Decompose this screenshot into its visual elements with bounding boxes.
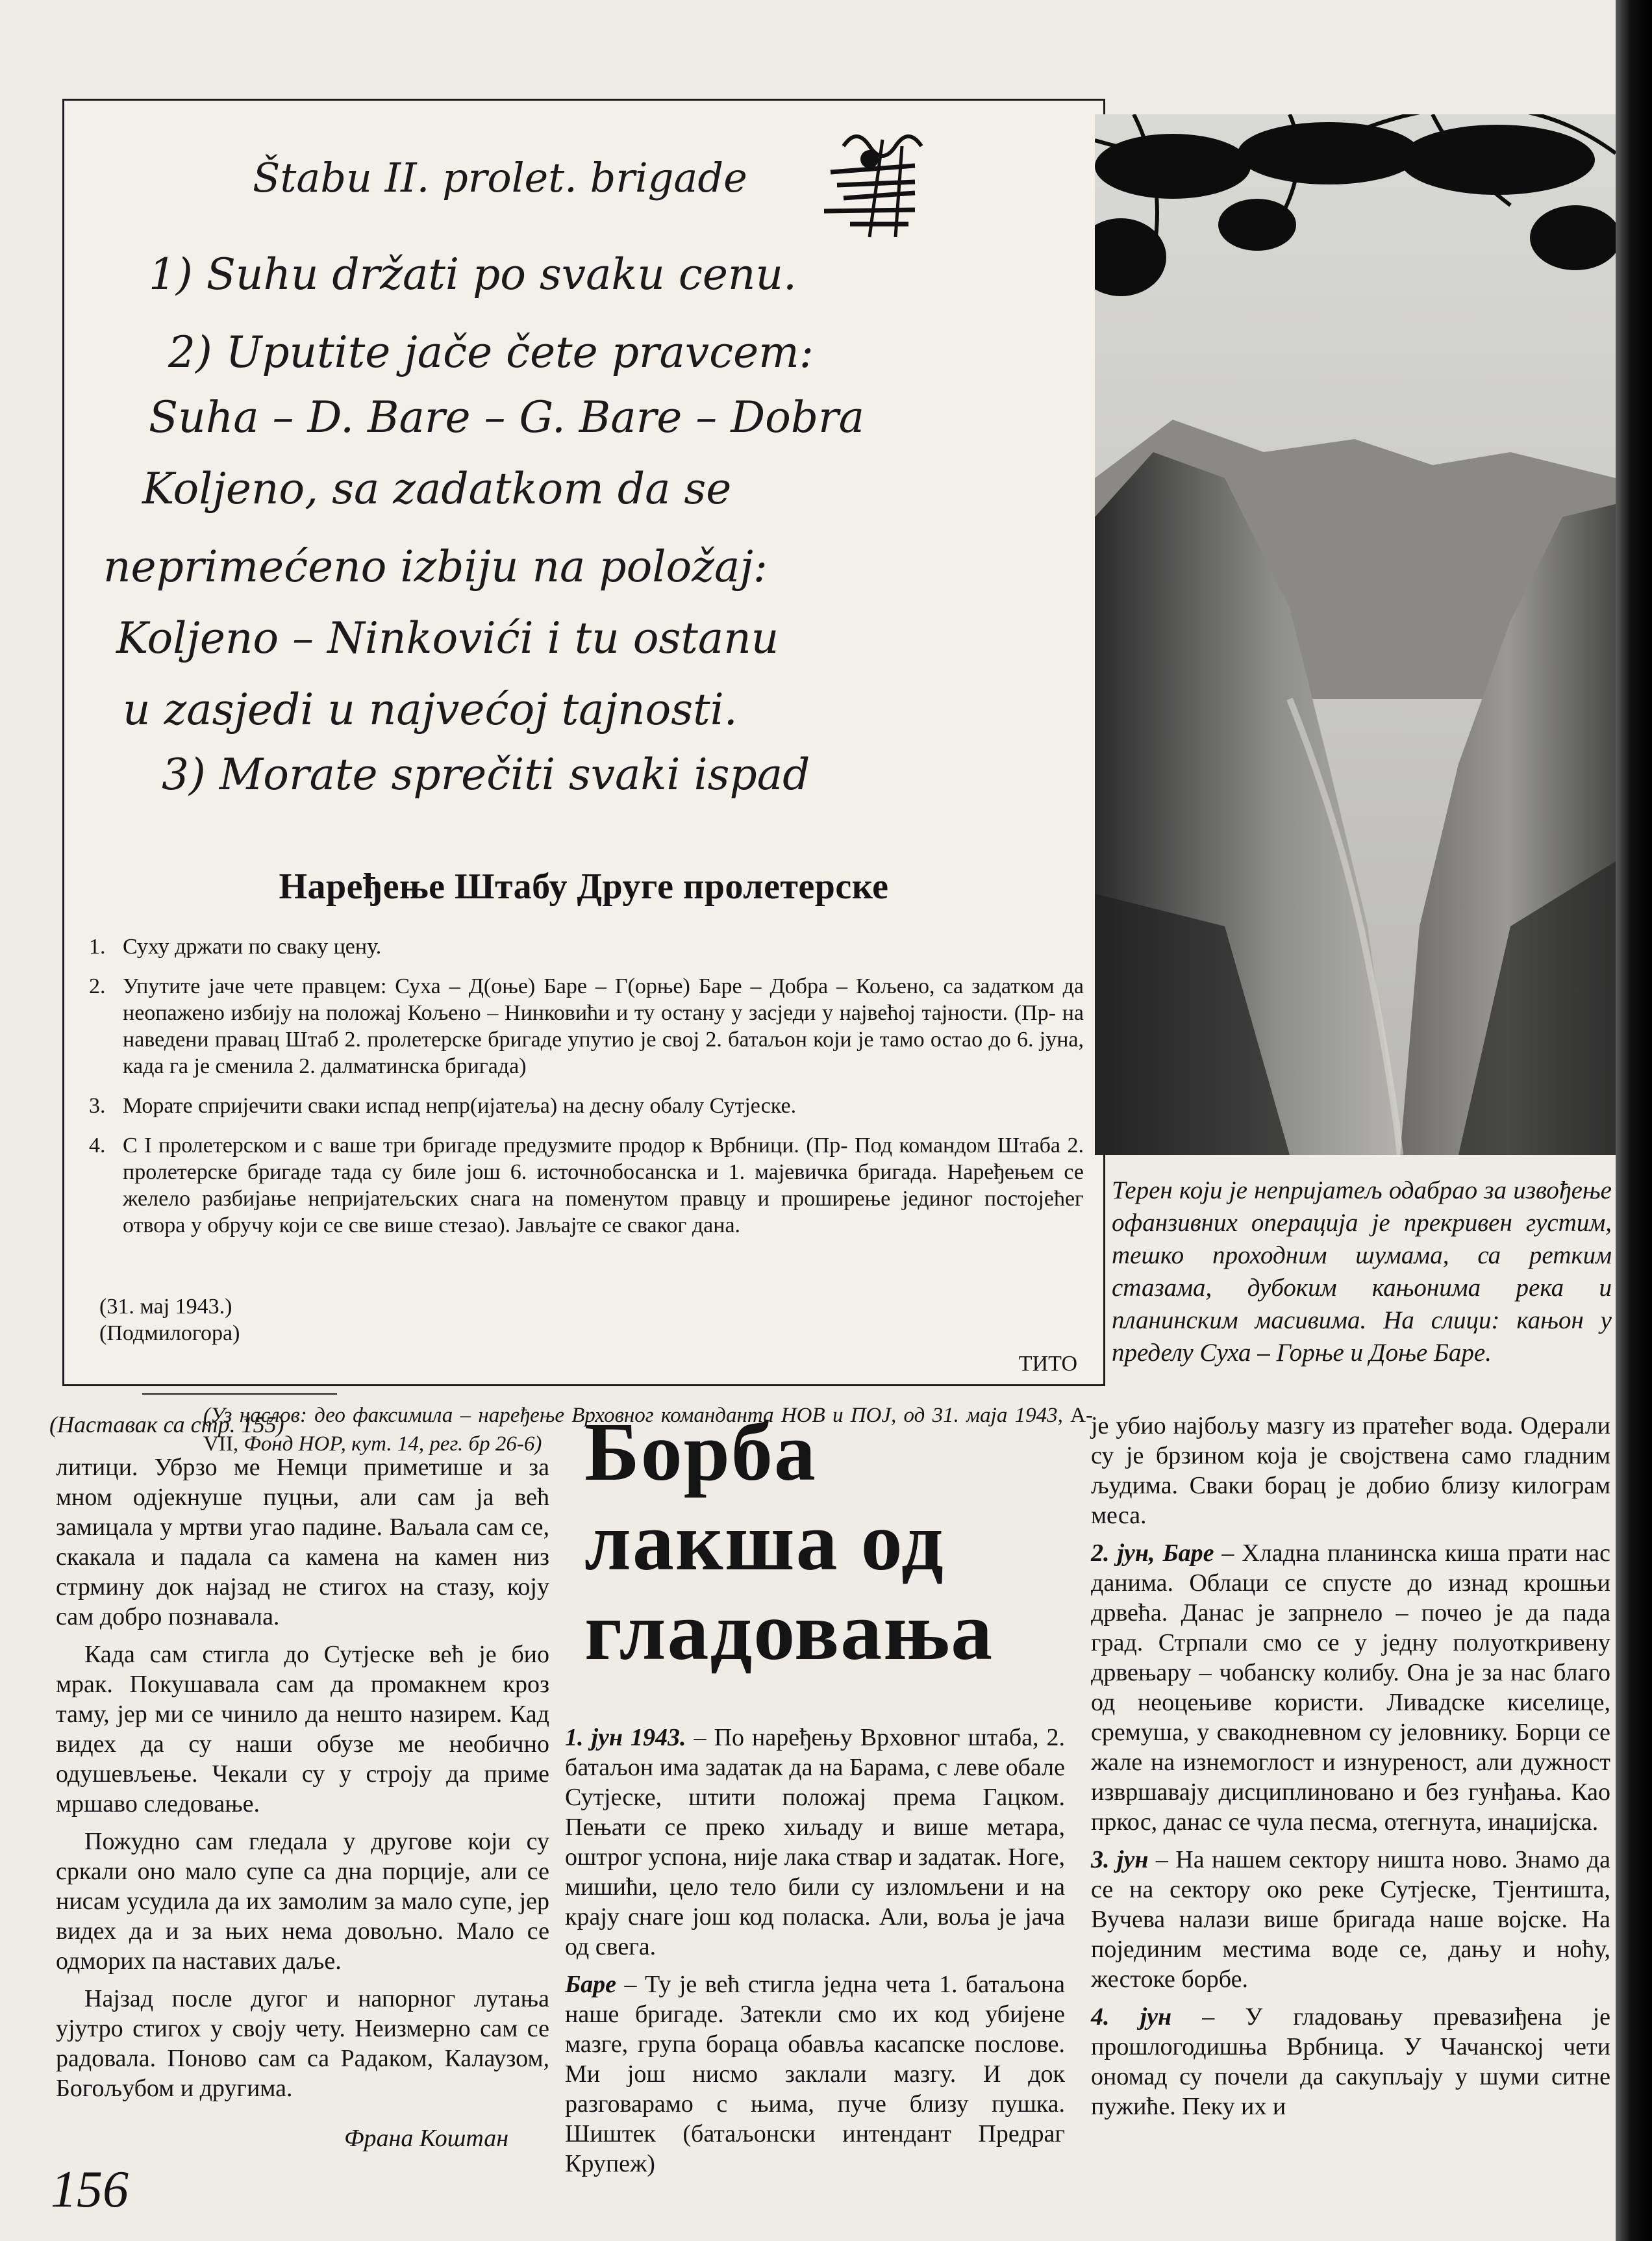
entry-date: Баре: [565, 1971, 617, 1998]
article-headline: [584, 1407, 1078, 1676]
hw-line: Štabu II. prolet. brigade: [253, 154, 747, 201]
footnote-rule: [142, 1393, 337, 1395]
order-num: 3.: [89, 1094, 106, 1118]
entry-text: – По наређењу Врховног штаба, 2. батаљон има задатак да на Барама, с леве обале Сутјеске, штити положај према Гацком. Пењати се преко хиљаду и више метара, оштрог успона, није лака ствар и задатак. Ноге, мишићи, цело тело били су изломљени и на крају снаге још код поласка. Али, воља је јача од свега.: [565, 1724, 1066, 1960]
footnote-text-c: , Фонд НОР, кут. 14, рег. бр 26-6): [232, 1432, 542, 1456]
headline-line: Борба: [584, 1406, 817, 1498]
headline-line: лакша од: [584, 1495, 945, 1588]
paragraph: Када сам стигла до Сутјеске већ је био мрак. Покушавала сам да промакнем кроз таму, јер ми се чинило да нешто назирем. Кад видех да су наши обузе ме необично одушевљење. Чекали су у строју да приме мршаво следовање.: [56, 1641, 549, 1817]
diary-entry: [1091, 2002, 1610, 2121]
paragraph: Најзад после дугог и напорног лутања ујутро стигох у своју чету. Неизмерно сам се радовала. Поново сам са Радаком, Калаузом, Богољубом и другима.: [56, 1985, 549, 2102]
facsimile-title: Наређење Штабу Друге пролетерске: [279, 867, 889, 907]
entry-text: – Ту је већ стигла једна чета 1. батаљона наше бригаде. Затекли смо их код убијене мазге, група бораца обавља касапске послове. Ми још нисмо заклали мазгу. И док разговарамо с њима, пуче близу пушка. Шиштек (батаљонски интендант Предраг Крупеж): [565, 1971, 1065, 2177]
author-name: Франа Коштан: [344, 2125, 509, 2152]
article-column-3: [1091, 1411, 1610, 2129]
diary-entry: [1091, 1411, 1610, 1530]
entry-date: 4. јун: [1091, 2003, 1172, 2031]
headline-line: гладовања: [584, 1585, 994, 1677]
photo-caption: Терен који је непријатељ одабрао за извођење офанзивних операција је прекривен густим, тешко проходним шумама, са ретким стазама, дубоким кањонима река и планинским масивима. На слици: кањон у пределу Суха – Горње и Доње Баре.: [1112, 1176, 1612, 1367]
footnote-text-a: (Уз наслов: део факсимила – наређење Врховног команданта НОВ и ПОЈ, од 31. маја 1943,: [203, 1404, 1071, 1427]
entry-text: – На нашем сектору ништа ново. Знамо да се на сектору око реке Сутјеске, Тјентишта, Вучева налази више бригада наше војске. На појединим местима воде се, дању и ноћу, жестоке борбе.: [1091, 1846, 1610, 1993]
order-num: 4.: [89, 1133, 106, 1158]
order-text: Морате спријечити сваки испад непр(ијатеља) на десну обалу Сутјеске.: [123, 1094, 797, 1118]
footnote-archive: А-VII: [203, 1404, 1093, 1456]
order-date-block: [99, 1293, 240, 1347]
order-text: Упутите јаче чете правцем: Суха – Д(оње) Баре – Г(орње) Баре – Добра – Кољено, са задатком да неопажено избију на положај Кољено – Нинковићи и ту остану у засједи у највећој тајности. (Пр- на наведени правац Штаб 2. пролетерске бригаде упутио је свој 2. батаљон који је тамо остао до 6. јуна, када га је сменила 2. далматинска бригада): [123, 974, 1084, 1078]
continued-note: (Наставак са стр. 155): [49, 1412, 284, 1437]
hw-line: Kolјeno – Ninkovići i tu ostanu: [116, 613, 779, 663]
book-gutter-edge: [1616, 0, 1652, 2241]
order-num: 2.: [89, 974, 106, 998]
order-list: [84, 933, 1084, 1252]
handwritten-facsimile: [64, 101, 1103, 802]
entry-date: 2. јун, Баре: [1091, 1539, 1214, 1567]
order-signature: ТИТО: [1018, 1352, 1077, 1376]
hw-line: Kolјeno, sa zadatkom da se: [142, 464, 732, 514]
entry-date: 3. јун: [1091, 1846, 1149, 1873]
hw-line: neprimećeno izbiju na položaj:: [103, 542, 768, 592]
entry-text: – У гладовању превазиђена је прошлогодишња Врбница. У Чачанској чети ономад су почели да сакупљају у шуми ситне пужиће. Пеку их и: [1091, 2003, 1610, 2120]
canyon-photo: [1095, 114, 1616, 1155]
page-number: 156: [51, 2161, 129, 2218]
paragraph: Пожудно сам гледала у другове који су сркали оно мало супе са дна порције, али се нисам усудила да их замолим за мало супе, јер видех да и за њих нема довољно. Мало се одморих па наставих даље.: [56, 1828, 549, 1975]
entry-date: 1. јун 1943.: [565, 1724, 686, 1751]
article-column-2: [565, 1723, 1065, 2186]
entry-text: је убио најбољу мазгу из пратећег вода. Одерали су је брзином која је својствена само гладним људима. Сваки борац је добио близу килограм меса.: [1091, 1412, 1610, 1529]
hw-line: u zasjedi u najvećoj tajnosti.: [123, 685, 738, 735]
order-item: [84, 1093, 1084, 1119]
article-column-1: [56, 1452, 549, 2111]
order-text: С I пролетерском и с ваше три бригаде предузмите продор к Врбници. (Пр- Под командом Штаба 2. пролетерске бригаде тада су биле још 6. источнобосанска и 1. мајевичка бригада. Наређењем се желело разбијање непријатељских снага на поменутом правцу и проширење јединог постојећег отвора у обручу који се све више стезао). Јављајте се сваког дана.: [123, 1133, 1084, 1237]
diary-entry: [565, 1969, 1065, 2179]
scribble-mark: [824, 136, 921, 237]
order-place: (Подмилогора): [99, 1321, 240, 1345]
order-item: [84, 973, 1084, 1080]
hw-line: 2) Uputite jače čete pravcem:: [168, 327, 814, 377]
hw-line: Suha – D. Bare – G. Bare – Dobra: [149, 392, 865, 442]
order-item: [84, 933, 1084, 960]
order-text: Суху држати по сваку цену.: [123, 935, 382, 959]
order-num: 1.: [89, 935, 106, 959]
order-item: [84, 1132, 1084, 1239]
diary-entry: [1091, 1538, 1610, 1837]
order-date: (31. мај 1943.): [99, 1295, 232, 1319]
entry-text: – Хладна планинска киша прати нас данима. Облаци се спусте до изнад крошњи дрвећа. Данас је запрнело – почео је да пада град. Стрпали смо се у једну полуоткривену дрвењару – чобанску колибу. Она је за нас благо од неоцењиве користи. Ливадске киселице, сремуша, у свакодневном су јеловнику. Борци се жале на изнемоглост и изнуреност, али дужност извршавају дисциплиновано и без гунђања. Као пркос, данас се чула песма, отегнута, инаџијска.: [1091, 1539, 1610, 1836]
hw-line: 3) Morate sprečiti svaki ispad: [162, 750, 810, 800]
diary-entry: [565, 1723, 1065, 1962]
diary-entry: [1091, 1845, 1610, 1994]
hw-line: 1) Suhu držati po svaku cenu.: [149, 249, 797, 299]
paragraph: литици. Убрзо ме Немци приметише и за мном одјекнуше пуцњи, али сам ја већ замицала у мртви угао падине. Ваљала сам се, скакала и падала са камена на камен низ стрмину док најзад не стигох на стазу, коју сам добро познавала.: [56, 1454, 549, 1630]
